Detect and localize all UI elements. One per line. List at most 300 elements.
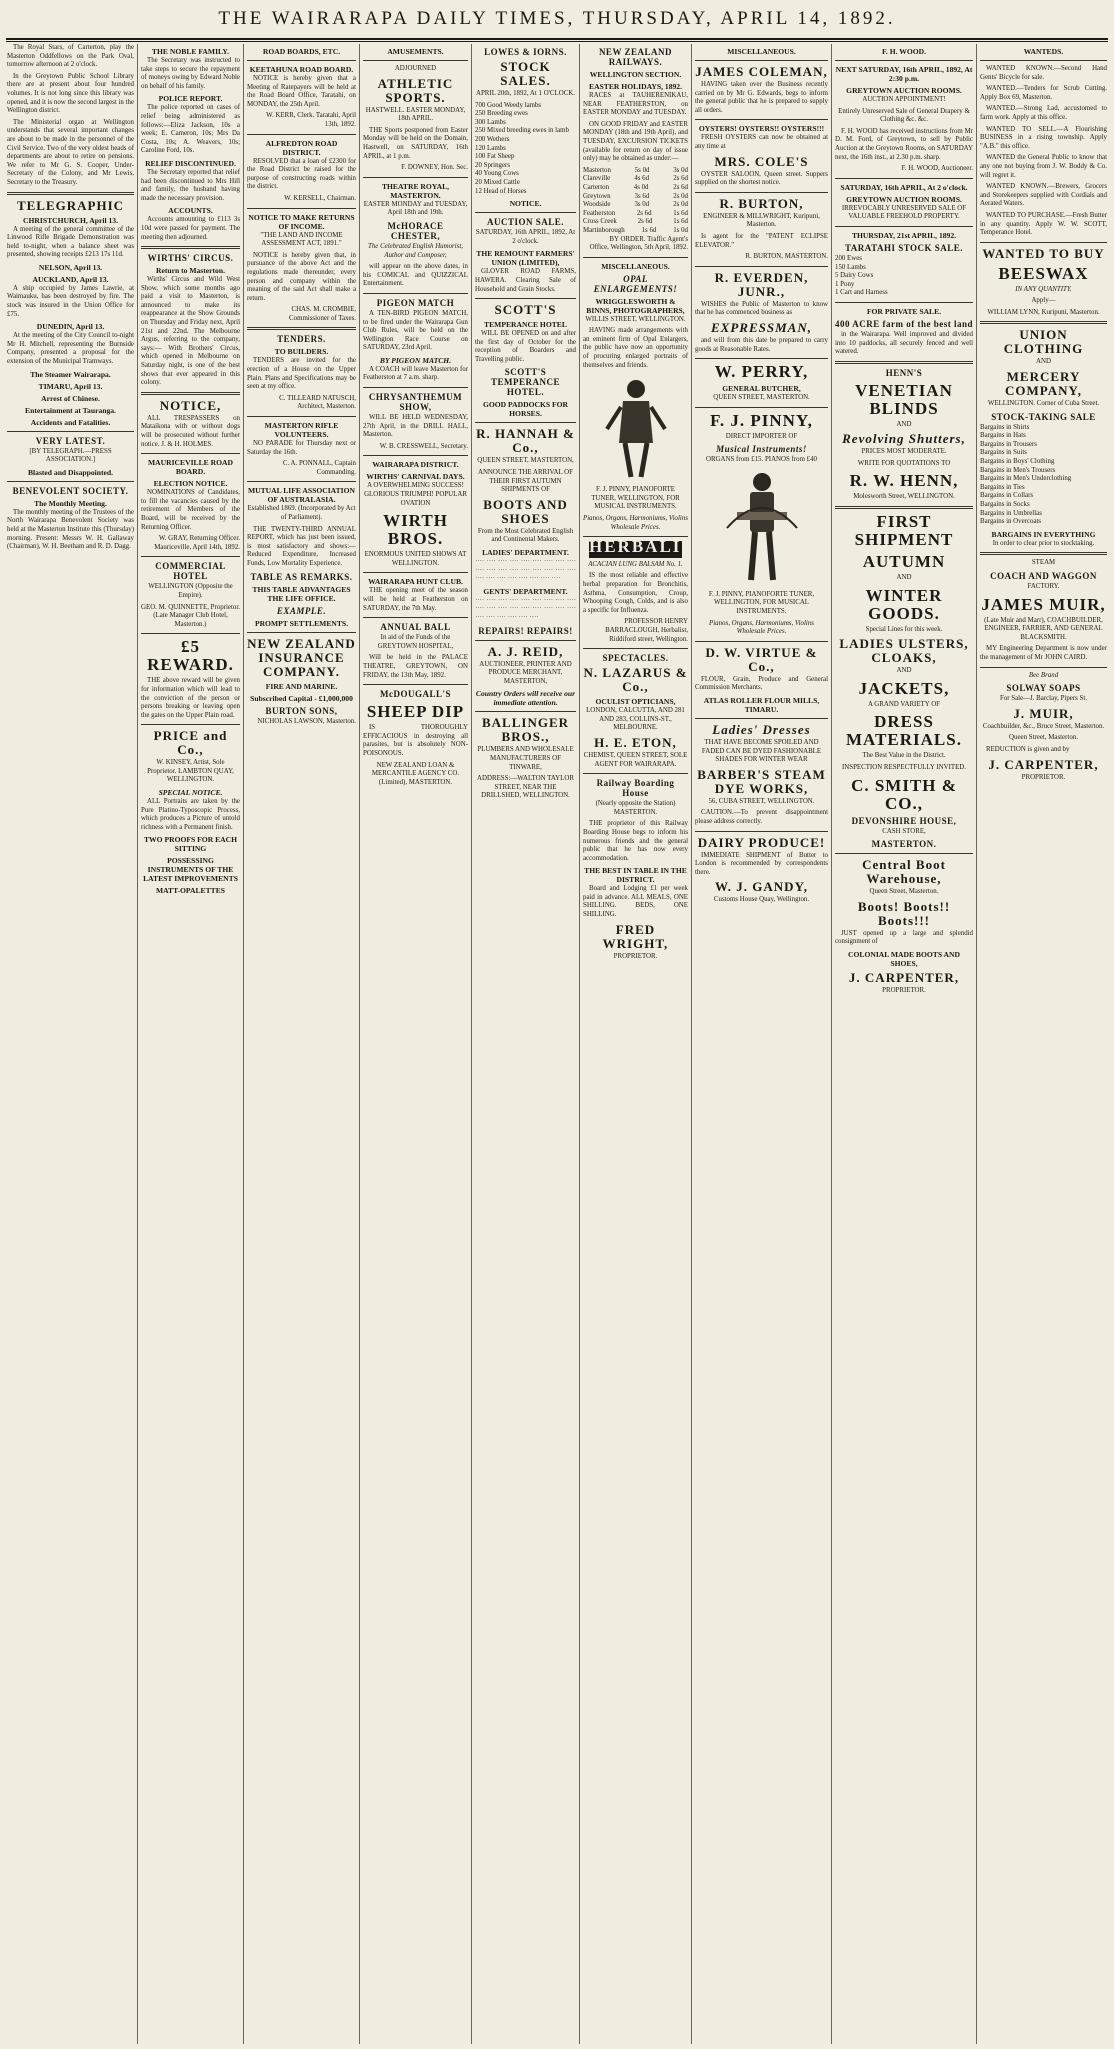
list-item: Bargains in Suits <box>980 449 1027 457</box>
list-item: 700 Good Weedy lambs <box>475 101 542 109</box>
ad-heading: UNION CLOTHING <box>1003 327 1084 357</box>
ad-subheading: Customs House Quay, Wellington. <box>713 896 810 904</box>
list-item: Bargains in Men's Underclothing <box>980 475 1072 483</box>
ad-subheading: EXAMPLE. <box>276 605 327 616</box>
ad-subheading: (Late Muir and Marr), COACHBUILDER, ENGINEER, FARRIER, AND GENERAL BLACKSMITH. <box>984 616 1103 641</box>
fare-cell: 1s 6d <box>673 209 688 217</box>
ad-subheading: PROPRIETOR. <box>1021 773 1066 781</box>
ad-subheading: EASTER MONDAY and TUESDAY, April 18th and 19th. <box>363 200 468 217</box>
ad-heading: JAMES MUIR, <box>981 594 1106 614</box>
article-paragraph: The Ministerial organ at Wellington understands that several important changes are about to be made in the personnel of the Civil Service. Two of the very oldest heads of departments are about to retire on pensions. We refer to Mr G. S. Cooper, Under-Secretary of the Colony, and Mr Lewis, Secretary to the Treasury. <box>7 118 134 186</box>
ad-subheading: IRREVOCABLY UNRESERVED SALE OF VALUABLE FREEHOLD PROPERTY. <box>841 204 967 221</box>
fare-cell: Featherston <box>583 209 616 217</box>
ad-subheading: Apply— <box>1031 297 1056 305</box>
bargain-list <box>980 424 1107 527</box>
ad-text: Will be held in the PALACE THEATRE, GREYTOWN, ON FRIDAY, the 13th May, 1892. <box>363 654 468 679</box>
ad-heading: SHEEP DIP <box>366 702 465 722</box>
ad-heading: WIRTH BROS. <box>383 511 448 549</box>
ad-signature: C. A. PONNALL, Captain Commanding. <box>282 460 356 476</box>
ad-heading: STOCK SALES. <box>500 59 551 88</box>
fare-row <box>583 167 688 176</box>
column-8 <box>831 44 976 2044</box>
fare-cell: Greytown <box>583 192 611 200</box>
article-paragraph: A meeting of the general committee of the Linwood Rifle Brigade Demonstration was held to-night, when a balance sheet was presented, showing receipts £213 17s 11d. <box>7 225 134 259</box>
ad-text: OYSTER SALOON, Queen street. Suppers supplied on the shortest notice. <box>695 170 828 187</box>
ad-text: F. H. WOOD has received instructions from Mr D. M. Ford, of Greytown, to sell by Public Auction at the Greytown Rooms, on SATURDAY next, the 16th inst., at 2.30 p.m. sharp. <box>835 127 973 161</box>
ad-text: will appear on the above dates, in his COMICAL and QUIZZICAL Entertainment. <box>363 263 468 288</box>
column-9 <box>976 44 1110 2044</box>
section-heading: BENEVOLENT SOCIETY. <box>12 485 129 496</box>
ad-text: WILL BE OPENED on and after the first day of October for the reception of Boarders and Travelling public. <box>475 330 576 363</box>
ad-text: HAVING taken over the Business recently carried on by Mr G. Edwards, begs to inform the general public that he is prepared to supply all orders. <box>695 81 828 114</box>
ad-signature: W. KERR, Clerk. Taratahi, April 13th, 1892. <box>266 112 356 128</box>
ad-heading: Railway Boarding House <box>596 778 675 799</box>
dateline: TIMARU, April 13. <box>38 381 103 391</box>
ad-heading: BARBER'S STEAM DYE WORKS, <box>697 766 826 796</box>
ad-text: ALL Portraits are taken by the Pure Platino-Typoscopic Process, which produces a Picture of untold richness with a Permanent finish. <box>141 798 240 831</box>
ad-subheading: SATURDAY, 16th APRIL, 1892, At 2 o'clock. <box>475 229 576 245</box>
ad-subheading: ATLAS ROLLER FLOUR MILLS, TIMARU. <box>703 696 820 715</box>
fare-table <box>583 167 688 236</box>
ad-text: HAVING made arrangements with an eminent firm of Opal Enlargers, the public have now an opportunity of procuring enlarged portraits of themselves and friends. <box>583 327 688 369</box>
ad-caption: F. J. PINNY, PIANOFORTE TUNER, WELLINGTON, FOR MUSICAL INSTRUMENTS. <box>591 486 680 511</box>
ad-subheading: In aid of the Funds of the GREYTOWN HOSPITAL, <box>377 634 454 650</box>
list-item: 20 Springers <box>475 161 511 169</box>
ad-subheading: INSPECTION RESPECTFULLY INVITED. <box>841 764 967 772</box>
ad-subheading: LADIES' DEPARTMENT. <box>482 548 569 558</box>
section-heading: TENDERS. <box>277 334 326 345</box>
ad-subheading: NOTICE. <box>509 199 542 209</box>
ad-heading: THEATRE ROYAL, MASTERTON. <box>381 181 450 200</box>
ad-subheading: AUCTION APPOINTMENT! <box>862 96 946 103</box>
ad-heading: WIRTHS' CARNIVAL DAYS. <box>366 472 465 482</box>
classified-ad: WANTED TO SELL.—A Flourishing BUSINESS in a rising township. Apply "A.B." this office. <box>980 125 1107 150</box>
article-paragraph: Accounts amounting to £113 3s 10d were passed for payment. The meeting then adjourned. <box>141 216 240 241</box>
list-item: Bargains in Collars <box>980 492 1034 500</box>
list-item: 20 Mixed Cattle <box>475 178 520 186</box>
ad-subheading: GOOD PADDOCKS FOR HORSES. <box>482 400 569 419</box>
ad-heading: F. J. PINNY, <box>710 410 813 430</box>
ad-subheading: ACACIAN LUNG BALSAM No. 1. <box>588 560 683 568</box>
ad-subheading: Special Lines for this week. <box>865 625 943 633</box>
ad-heading: BEESWAX <box>998 263 1089 283</box>
ad-heading: McDOUGALL'S <box>379 689 451 700</box>
list-item: 150 Lambs <box>835 263 866 271</box>
fare-cell: 2s 6d <box>636 209 652 217</box>
ad-subheading: TWO PROOFS FOR EACH SITTING <box>143 835 238 854</box>
column-2 <box>137 44 243 2044</box>
ad-heading: MUTUAL LIFE ASSOCIATION OF AUSTRALASIA. <box>247 486 356 505</box>
fare-cell: 2s 6d <box>637 218 653 226</box>
ad-subheading: WRITE FOR QUOTATIONS TO <box>857 459 951 467</box>
subheading: The Monthly Meeting. <box>34 498 107 508</box>
ad-heading: COMMERCIAL HOTEL <box>155 561 226 582</box>
ad-heading: WAIRARAPA HUNT CLUB. <box>368 577 463 587</box>
ad-heading: BURTON SONS, <box>265 705 338 716</box>
ad-text: A TEN-BIRD PIGEON MATCH, to be fired under the Wairarapa Gun Club Rules, will be held on the Wellington Race Course on SATURDAY, 23rd April. <box>363 309 468 352</box>
ad-subheading: Subscribed Capital - £1,000,000 <box>250 693 353 703</box>
ad-subheading: PROMPT SETTLEMENTS. <box>254 618 349 628</box>
section-heading: TELEGRAPHIC <box>16 197 125 213</box>
ad-signature: F. H. WOOD, Auctioneer. <box>901 165 973 173</box>
ad-heading: FOR PRIVATE SALE. <box>866 306 942 316</box>
ad-heading: N. LAZARUS & Co., <box>583 665 688 695</box>
ad-subheading: STEAM <box>1031 559 1056 567</box>
ad-signature: W. KERSELL, Chairman. <box>284 194 356 202</box>
fare-cell: 3s 6d <box>634 192 650 200</box>
ad-heading: SOLWAY SOAPS <box>1006 683 1081 694</box>
ad-subheading: GENTS' DEPARTMENT. <box>483 586 568 596</box>
ad-heading: SPECTACLES. <box>602 653 669 664</box>
ad-subheading: A GRAND VARIETY OF <box>867 700 941 708</box>
ad-heading: SCOTT'S <box>494 302 557 318</box>
masthead-rule <box>6 38 1108 42</box>
ad-heading: FRED WRIGHT, <box>602 921 669 951</box>
ad-subheading: POSSESSING INSTRUMENTS OF THE LATEST IMPROVEMENTS <box>143 856 238 884</box>
ad-heading: W. PERRY, <box>714 362 809 382</box>
column-3 <box>243 44 359 2044</box>
ad-subheading: ENORMOUS UNITED SHOWS AT WELLINGTON. <box>364 551 467 567</box>
ad-subheading: Queen Street, Masterton. <box>1009 734 1078 742</box>
column-5: LOWES & IORNS. STOCK SALES. APRIL 20th, 1892, At 1 O'CLOCK. 700 Good Weedy lambs 250 Breeding ewes 300 Lambs 250 Mixed breeding ewes in lamb 200 Wethers 120 Lambs 100 Fat Sheep 20 Springers 40 Young Cows 20 Mixed Cattle 12 Head of Horses NOTICE. AUCTION SALE. SATURDAY, 16th APRIL, 1892, At 2 o'clock. THE REMOUNT FARMERS' UNION (LIMITED), GLOVER ROAD FARMS, HAWERA. Clearing Sale of Household and Grain Stocks. SCOTT'S TEMPERANCE HOTEL WILL BE OPENED on and after the first day of October for the reception of Boarders and Travelling public. SCOTT'S TEMPERANCE HOTEL. GOOD PADDOCKS FOR HORSES. R. HANNAH & Co., QUEEN STREET, MASTERTON, ANNOUNCE THE ARRIVAL OF THEIR FIRST AUTUMN SHIPMENTS OF BOOTS AND SHOES From the Most Celebrated English and Continental Makers. LADIES' DEPARTMENT. ···· ···· ···· ···· ···· ···· ···· ···· ···· ···· ···· ···· ···· ···· ···· ···· ···· ···· ···· ···· ···· ···· ···· ···· ···· ···· GENTS' DEPARTMENT. ···· ···· ···· ···· ···· ···· ···· ···· ···· ···· ···· ···· ···· ···· ···· ···· ···· ···· ···· ···· ···· ···· ···· ···· REPAIRS! REPAIRS! A. J. REID, AUCTIONEER, PRINTER AND PRODUCE MERCHANT, MASTERTON, Country Orders will receive our immediate attention. BALLINGER BROS., PLUMBERS AND WHOLESALE MANUFACTURERS OF TINWARE, ADDRESS:—WALTON TAYLOR STREET, NEAR THE DRILLSHED, WELLINGTON. <box>471 44 579 2044</box>
fare-cell: Carterton <box>583 183 610 191</box>
ad-subheading: (Nearly opposite the Station) MASTERTON. <box>595 800 676 816</box>
ad-heading: WAIRARAPA DISTRICT. <box>372 460 459 470</box>
ad-heading: VENETIAN BLINDS <box>855 380 953 418</box>
ad-signature: R. BURTON, MASTERTON. <box>745 253 828 261</box>
section-heading: WIRTHS' CIRCUS. <box>147 253 234 264</box>
fare-row <box>583 175 688 184</box>
ad-subheading: WILLIS STREET, WELLINGTON. <box>585 315 686 323</box>
ad-heading: THURSDAY, 21st APRIL, 1892. <box>851 230 957 240</box>
ad-text: A COACH will leave Masterton for Featherston at 7 a.m. sharp. <box>363 365 468 382</box>
ad-heading: McHORACE CHESTER, <box>387 220 444 241</box>
ad-heading: ALFREDTON ROAD DISTRICT. <box>265 138 338 157</box>
article-paragraph: Wirths' Circus and Wild West Show, which some months ago paid a visit to Masterton, is announced to make its reappearance at the Show Grounds on Thursday and Friday next, April 21st and 22nd. The Melbourne Argus, referring to the company, says:— With Brothers' Circus, which opened in Melbourne on Saturday night, is one of the best shows that ever appeared in this colony. <box>141 276 240 387</box>
ad-heading: Boots! Boots!! Boots!!! <box>857 898 951 928</box>
ad-subheading: DIRECT IMPORTER OF <box>725 432 798 440</box>
article-paragraph: The Secretary reported that relief had been discontinued to Mrs Hill and family, the husband having made the necessary provision. <box>141 168 240 202</box>
ad-subheading: THE BEST IN TABLE IN THE DISTRICT. <box>584 866 687 885</box>
ad-text: GLOVER ROAD FARMS, HAWERA. Clearing Sale of Household and Grain Stocks. <box>475 268 576 293</box>
ad-caption: Pianos, Organs, Harmoniums, Violins Wholesale Prices. <box>709 619 814 636</box>
ad-signature: W. GRAY, Returning Officer. Mauriceville, April 14th, 1892. <box>154 535 240 551</box>
ad-text: FLOUR, Grain, Produce and General Commission Merchants. <box>695 675 828 692</box>
ad-heading: LOWES & IORNS. <box>484 47 567 57</box>
section-heading: MISCELLANEOUS. <box>601 261 670 271</box>
stock-list <box>475 102 576 197</box>
column-1 <box>4 44 137 2044</box>
ad-heading: NEW ZEALAND INSURANCE COMPANY. <box>247 635 356 679</box>
ad-text: THE above reward will be given for information which will lead to the conviction of the person or persons breaking or leaving open the gates on the Upper Plain road. <box>141 677 240 719</box>
ad-heading: DRESS MATERIALS. <box>846 712 962 750</box>
ad-heading: JAMES COLEMAN, <box>695 64 828 79</box>
fare-cell: 2s 0d <box>673 201 688 209</box>
ad-heading: R. HANNAH & Co., <box>476 426 575 456</box>
ad-heading: R. BURTON, <box>719 195 804 211</box>
ad-heading: GREYTOWN AUCTION ROOMS. <box>846 86 962 95</box>
ad-heading: PRICE and Co., <box>153 728 228 758</box>
ad-subheading: WELLINGTON. Corner of Cuba Street. <box>987 400 1100 408</box>
ad-heading: NOTICE TO MAKE RETURNS OF INCOME. <box>248 212 355 231</box>
ad-heading: H. E. ETON, <box>594 734 677 750</box>
fare-cell: 5s 0d <box>634 166 650 174</box>
column-7 <box>691 44 831 2044</box>
ad-subheading: AND <box>1036 358 1051 366</box>
fare-cell: Clareville <box>583 175 611 183</box>
classified-ad: WANTED.—Tenders for Scrub Cutting. Apply Box 69, Masterton. <box>980 85 1107 101</box>
ad-subheading: QUEEN STREET, MASTERTON, <box>477 457 574 465</box>
ad-subheading: TEMPERANCE HOTEL <box>484 320 567 330</box>
ad-text: ANNOUNCE THE ARRIVAL OF THEIR FIRST AUTUMN SHIPMENTS OF <box>477 469 573 494</box>
ad-subheading: BY PIGEON MATCH. <box>379 355 452 365</box>
section-heading: VERY LATEST. <box>35 435 106 446</box>
ad-subheading: The Best Value in the District. <box>862 752 946 760</box>
article-paragraph: A ship occupied by James Lawrie, at Waimauku, has been destroyed by fire. The stock was insured in the Union Office for £75. <box>7 284 134 318</box>
ad-text: IS THOROUGHLY EFFICACIOUS in destroying all parasites, but is absolutely NON-POISONOUS. <box>363 724 468 757</box>
ad-signature: NICHOLAS LAWSON, Masterton. <box>257 717 356 725</box>
fare-cell: 2s 6d <box>673 175 688 183</box>
list-item: 120 Lambs <box>475 144 506 152</box>
ad-heading: 400 ACRE farm of the best land <box>835 318 973 329</box>
ad-text: In order to clear prior to stocktaking. <box>992 539 1095 547</box>
ad-subheading: QUEEN STREET, MASTERTON. <box>713 394 810 402</box>
fare-cell: 4s 6d <box>634 175 650 183</box>
fare-cell: 4s 0d <box>633 183 649 191</box>
ad-subheading: GENERAL BUTCHER, <box>722 384 801 394</box>
ad-heading: CHRYSANTHEMUM SHOW, <box>368 392 463 413</box>
ad-text: For Sale—J. Barclay, Pipers St. <box>999 695 1088 703</box>
ad-text: Entirely Unreserved Sale of General Drapery & Clothing &c. &c. <box>838 107 970 124</box>
ad-text: IS the most reliable and effective herbal preparation for Bronchitis, Asthma, Consumption, Croup, Whooping Cough, Colds, and is also a specific for Influenza. <box>583 572 688 614</box>
ad-subheading: AND <box>896 420 912 428</box>
ad-subheading: CHEMIST, QUEEN STREET, SOLE AGENT FOR WAIRARAPA. <box>583 751 688 768</box>
ad-heading: HENN'S <box>885 367 923 378</box>
ad-text: THE Sports postponed from Easter Monday will be held on the Domain, Hastwell, on SATURDAY, 16th APRIL, at 1 p.m. <box>363 126 468 160</box>
fare-cell: 3s 0d <box>634 201 650 209</box>
ad-text: WISHES the Public of Masterton to know that he has commenced business as <box>695 300 828 317</box>
ad-heading: Ladies' Dresses <box>712 722 811 738</box>
dateline: CHRISTCHURCH, April 13. <box>23 215 118 225</box>
subheading: ACCOUNTS. <box>168 206 213 216</box>
ad-caption: F. J. PINNY, PIANOFORTE TUNER, WELLINGTON, FOR MUSICAL INSTRUMENTS. <box>708 590 815 616</box>
ad-subheading: ELECTION NOTICE. <box>153 479 228 489</box>
ad-heading: TO BUILDERS. <box>274 347 329 357</box>
article-paragraph: The monthly meeting of the Trustees of the North Wairarapa Benevolent Society was held at the Masterton Institute this (Thursday) morning. Present: Messrs W. H. Gallaway (Chairman), W. H. Beetham and R. D. Dagg. <box>7 508 134 551</box>
ad-text: ALL TRESPASSERS on Mataikona with or without dogs will be prosecuted without further notice. J. & H. HOLMES. <box>141 414 240 448</box>
list-item: 300 Lambs <box>475 118 506 126</box>
list-item: Bargains in Trousers <box>980 440 1037 448</box>
ad-signature: W. B. CRESSWELL, Secretary. <box>379 442 468 450</box>
ad-heading: BOOTS AND SHOES <box>483 496 568 526</box>
ad-heading: R. EVERDEN, JUNR., <box>714 269 809 299</box>
ad-text: GEO. M. QUINNETTE, Proprietor. (Late Manager Club Hotel, Masterton.) <box>141 603 240 628</box>
ad-subheading: THIS TABLE ADVANTAGES THE LIFE OFFICE. <box>252 584 351 603</box>
ad-text: TENDERS are invited for the erection of a House on the Upper Plain. Plans and Specifications may be seen at my office. <box>247 357 356 391</box>
list-item: Bargains in Hats <box>980 432 1026 440</box>
ad-subheading: A OVERWHELMING SUCCESS! GLORIOUS TRIUMPH! POPULAR OVATION <box>364 482 467 507</box>
ad-subheading: ADJOURNED <box>394 65 437 72</box>
ad-subheading: Established 1869. (Incorporated by Act of Parliament). <box>247 505 356 521</box>
ad-signature: CHAS. M. CROMBIE, Commissioner of Taxes. <box>289 306 356 322</box>
fare-row <box>583 210 688 219</box>
ad-text: NOTICE is hereby given that, in pursuance of the above Act and the regulations made thereunder, every person and company within the meaning of the said Act shall make a return. <box>247 251 356 302</box>
fare-row <box>583 201 688 210</box>
subheading: Arrest of Chinese. <box>41 393 100 403</box>
classified-ad: WANTED KNOWN.—Brewers, Grocers and Storekeepers supplied with Cordials and Aerated Waters. <box>980 183 1107 208</box>
ad-text: IMMEDIATE SHIPMENT of Butter to London is recommended by correspondents there. <box>695 851 828 876</box>
fare-cell: Woodside <box>583 201 611 209</box>
ad-heading: PIGEON MATCH <box>376 297 455 308</box>
ad-heading: ANNUAL BALL <box>380 622 451 633</box>
ad-subheading: BARGAINS IN EVERYTHING <box>991 529 1096 539</box>
ad-heading: LADIES ULSTERS, CLOAKS, <box>839 636 969 666</box>
ad-heading: STOCK-TAKING SALE <box>991 411 1096 422</box>
ad-heading: FIRST SHIPMENT <box>854 512 954 550</box>
ad-signature: PROFESSOR HENRY BARRACLOUGH, Herbalist, Riddiford street, Wellington. <box>605 618 688 643</box>
article-paragraph: In the Greytown Public School Library there are at present about four hundred volumes. It is not long since this library was opened, and it is now the second largest in the Wellington district. <box>7 72 134 115</box>
ad-text: NOTICE is hereby given that a Meeting of Ratepayers will be held at the Road Board Office, Taratahi, on MONDAY, the 25th April. <box>247 75 356 108</box>
ad-heading: MERCERY COMPANY, <box>1005 369 1082 399</box>
fare-row <box>583 227 688 236</box>
list-item: Bargains in Men's Trousers <box>980 466 1056 474</box>
classified-ad: WANTED KNOWN.—Second Hand Gents' Bicycle for sale. <box>980 65 1107 81</box>
ad-heading: WINTER GOODS. <box>865 585 943 623</box>
list-item: 250 Breeding ewes <box>475 110 528 118</box>
ad-subheading: Molesworth Street, WELLINGTON. <box>853 493 955 501</box>
ad-subheading: IN ANY QUANTITY. <box>1015 285 1072 293</box>
ad-signature: ADDRESS:—WALTON TAYLOR STREET, NEAR THE DRILLSHED, WELLINGTON. <box>477 775 574 800</box>
ad-subheading: AND <box>896 574 912 582</box>
ad-heading: MASTERTON RIFLE VOLUNTEERS. <box>264 421 339 440</box>
list-item: 200 Wethers <box>475 135 510 143</box>
ad-subheading: 56, CUBA STREET, WELLINGTON. <box>708 797 815 805</box>
list-item: 40 Young Cows <box>475 170 519 178</box>
article-paragraph: The Secretary was instructed to take steps to secure the repayment of moneys owing by Edward Noble on behalf of his family. <box>141 57 240 90</box>
article-paragraph: At the meeting of the City Council to-night Mr H. Mitchell, representing the Burnside Company, presented a proposal for the extension of the Municipal Tramways. <box>7 332 134 366</box>
ad-heading: £5 REWARD. <box>147 637 234 675</box>
list-item: 5 Dairy Cows <box>835 272 874 280</box>
dateline: NELSON, April 13. <box>38 262 103 272</box>
dateline: DUNEDIN, April 13. <box>36 322 105 332</box>
ad-signature: F. DOWNEY, Hon. Sec. <box>401 164 468 172</box>
ad-heading: BALLINGER BROS., <box>481 715 570 745</box>
list-item: Bargains in Ties <box>980 483 1025 491</box>
ad-heading: J. MUIR, <box>1013 705 1074 721</box>
ad-signature: NEW ZEALAND LOAN & MERCANTILE AGENCY CO. (Limited), MASTERTON. <box>371 761 460 786</box>
piano-tuner-figure-icon <box>601 373 671 483</box>
subheading: Accidents and Fatalities. <box>30 417 111 427</box>
list-item: 100 Fat Sheep <box>475 153 515 161</box>
ad-heading: MRS. COLE'S <box>714 153 809 169</box>
ad-heading: NEXT SATURDAY, 16th APRIL, 1892, At 2:30 p.m. <box>835 65 973 83</box>
ad-text: JUST opened up a large and splendid consignment of <box>835 929 973 946</box>
ad-text: CAUTION.—To prevent disappointment please address correctly. <box>695 809 828 825</box>
fare-row <box>583 218 688 227</box>
ad-subheading: SPECIAL NOTICE. <box>158 788 223 798</box>
subheading: Return to Masterton. <box>156 266 225 276</box>
ad-subheading: AUCTIONEER, PRINTER AND PRODUCE MERCHANT, MASTERTON, <box>479 660 572 685</box>
ad-heading: JACKETS, <box>858 678 950 698</box>
ad-heading: COACH AND WAGGON <box>990 570 1097 581</box>
ad-text: THE TWENTY-THIRD ANNUAL REPORT, which has just been issued, is most satisfactory and shows:— Reduced Expenditure, Increased Funds, Low Mortality Experience. <box>247 525 356 567</box>
stock-list <box>835 255 973 298</box>
fare-cell: Cross Creek <box>583 218 617 226</box>
ad-text: WILL BE HELD WEDNESDAY, 27th April, in the DRILL HALL, Masterton. <box>363 414 468 439</box>
ad-text: THE proprietor of this Railway Boarding House begs to inform his numerous friends and the general public that he has now every accommodation. <box>583 820 688 862</box>
list-item: 1 Pony <box>835 280 855 288</box>
ad-subheading: ENGINEER & MILLWRIGHT, Kuripuni, Masterton. <box>703 212 820 229</box>
fare-row <box>583 193 688 202</box>
ad-subheading: APRIL 20th, 1892, At 1 O'CLOCK. <box>476 90 575 97</box>
ad-subheading: PROPRIETOR. <box>882 987 926 994</box>
ad-heading: MAURICEVILLE ROAD BOARD. <box>147 458 233 477</box>
ad-subheading: Bee Brand <box>1028 671 1059 679</box>
ad-subheading: FACTORY. <box>1027 582 1060 590</box>
ad-text: NO PARADE for Thursday next or Saturday the 16th. <box>247 440 356 456</box>
ad-subheading: OCULIST OPTICIANS, <box>595 697 676 707</box>
ad-text: REDUCTION is given and by <box>986 745 1070 753</box>
ad-heading: SATURDAY, 16th APRIL, At 2 o'clock. <box>840 182 968 192</box>
list-item: Bargains in Umbrellas <box>980 509 1042 517</box>
subheading: Entertainment at Tauranga. <box>25 405 116 415</box>
ad-heading: EXPRESSMAN, <box>711 319 812 335</box>
ad-heading: TARATAHI STOCK SALE. <box>844 242 964 253</box>
subheading: THE NOBLE FAMILY. <box>151 47 230 56</box>
ad-text: LONDON, CALCUTTA, AND 281 AND 283, COLLINS-ST., MELBOURNE. <box>586 707 685 732</box>
ad-heading: Musical Instruments! <box>716 444 807 455</box>
ad-text: MY Engineering Department is now under the management of Mr JOHN CAIRD. <box>980 645 1107 661</box>
ad-signature: BY ORDER. Traffic Agent's Office, Wellington, 5th April, 1892. <box>589 235 688 252</box>
classified-ad: WANTED.—Strong Lad, accustomed to farm work. Apply at this office. <box>980 105 1107 121</box>
ad-heading: REPAIRS! REPAIRS! <box>478 625 573 636</box>
fare-cell: Masterton <box>583 166 611 174</box>
ad-subheading: Country Orders will receive our immediate attention. <box>475 689 576 708</box>
section-heading: AMUSEMENTS. <box>387 47 444 56</box>
section-heading: MISCELLANEOUS. <box>727 47 796 56</box>
fare-cell: Martinborough <box>583 226 625 234</box>
ad-subheading: HASTWELL. EASTER MONDAY, 18th APRIL. <box>365 106 466 123</box>
musician-figure-icon <box>707 468 817 588</box>
ad-caption: Pianos, Organs, Harmoniums, Violins Wholesale Prices. <box>583 515 688 531</box>
ad-heading: D. W. VIRTUE & Co., <box>705 644 818 674</box>
masthead-title: THE WAIRARAPA DAILY TIMES, THURSDAY, APRIL 14, 1892. <box>218 8 896 29</box>
ad-signature: WILLIAM LYNN, Kuripuni, Masterton. <box>987 308 1100 316</box>
fare-row <box>583 184 688 193</box>
classified-ad: WANTED TO PURCHASE.—Fresh Butter in any quantity. Apply W. W. SCOTT, Temperance Hotel. <box>980 211 1107 237</box>
ad-heading: Central Boot Warehouse, <box>862 857 946 887</box>
ad-subheading: From the Most Celebrated English and Continental Makers. <box>477 527 574 544</box>
ad-heading: WANTED TO BUY <box>982 245 1105 261</box>
ad-heading: KEETAHUNA ROAD BOARD. <box>249 65 354 74</box>
ad-subheading: PLUMBERS AND WHOLESALE MANUFACTURERS OF TINWARE, <box>477 746 574 771</box>
list-item: Bargains in Socks <box>980 501 1030 508</box>
ad-heading: MASTERTON. <box>871 839 937 850</box>
ad-heading: NEW ZEALAND RAILWAYS. <box>598 47 673 67</box>
fare-cell: 2s 0d <box>673 192 688 200</box>
fare-cell: 1s 6d <box>641 226 657 234</box>
ad-subheading: Queen Street, Masterton. <box>869 888 939 896</box>
ad-heading: GREYTOWN AUCTION ROOMS. <box>846 194 962 204</box>
masthead <box>0 0 1114 44</box>
ad-subheading: CASH STORE, <box>882 827 926 835</box>
ad-heading: R. W. HENN, <box>849 471 959 491</box>
ad-heading: OPAL ENLARGEMENTS! <box>593 273 678 294</box>
list-item: 250 Mixed breeding ewes in lamb <box>475 127 569 135</box>
ad-subheading: MATT-OPALETTES <box>155 886 226 896</box>
ad-text: RACES at TAUHERENIKAU, NEAR FEATHERSTON, on EASTER MONDAY and TUESDAY. <box>583 92 688 117</box>
ad-heading: AUCTION SALE. <box>486 217 564 228</box>
